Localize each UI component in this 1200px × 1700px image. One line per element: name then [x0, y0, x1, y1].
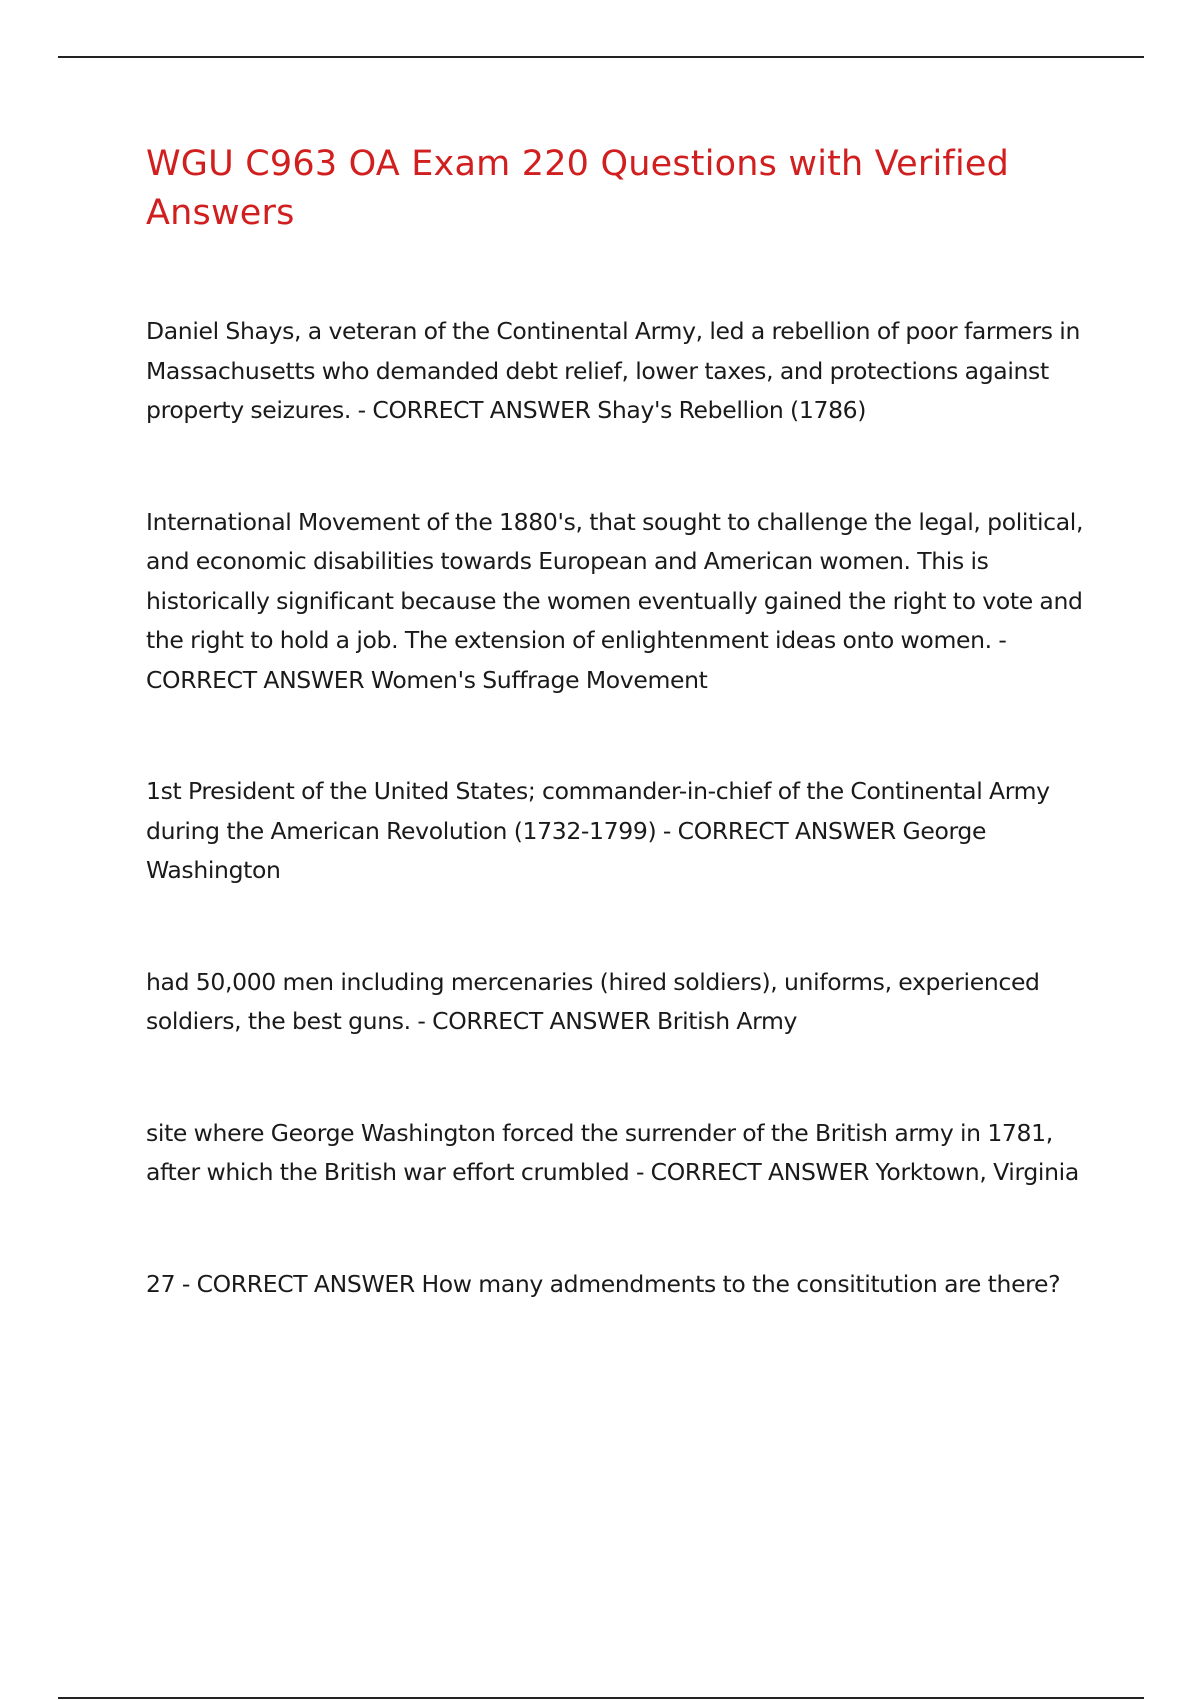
answer-marker: - CORRECT ANSWER	[635, 1158, 869, 1186]
qa-entry	[146, 312, 1106, 431]
entry-prompt: 1st President of the United States; commander-in-chief of the Continental Army during the American Revolution (1732-1799)	[146, 777, 1050, 845]
document-title: WGU C963 OA Exam 220 Questions with Verified Answers	[146, 144, 1010, 233]
entry-prompt: Daniel Shays, a veteran of the Continental Army, led a rebellion of poor farmers in Massachusetts who demanded debt relief, lower taxes, and protections against property seizures.	[146, 317, 1081, 424]
entry-answer: Women's Suffrage Movement	[370, 665, 708, 694]
entry-prompt: had 50,000 men including mercenaries (hired soldiers), uniforms, experienced soldiers, the best guns.	[146, 967, 1040, 1035]
answer-marker: - CORRECT ANSWER	[417, 1007, 651, 1035]
bottom-rule	[58, 1697, 1144, 1699]
qa-entry	[146, 963, 1106, 1042]
entry-answer: How many admendments to the consititution are there?	[421, 1269, 1061, 1298]
entry-answer: British Army	[657, 1007, 798, 1035]
entry-answer: Shay's Rebellion (1786)	[597, 396, 867, 424]
top-rule	[58, 56, 1144, 58]
entry-prompt: site where George Washington forced the surrender of the British army in 1781, after which the British war effort crumbled	[146, 1118, 1053, 1186]
qa-list	[146, 312, 1106, 1376]
entry-prompt: International Movement of the 1880's, that sought to challenge the legal, political, and economic disabilities towards European and American women. This is historically significant because the women eventually gained the right to vote and the right to hold a job. The extension of enlightenment ideas onto women.	[146, 507, 1084, 654]
answer-marker: - CORRECT ANSWER	[181, 1269, 415, 1298]
answer-marker: - CORRECT ANSWER	[357, 396, 591, 424]
qa-entry	[146, 772, 1106, 891]
qa-entry	[146, 1265, 1106, 1305]
qa-entry	[146, 1114, 1106, 1193]
entry-answer: George Washington	[146, 816, 987, 884]
entry-prompt: 27	[146, 1269, 176, 1298]
qa-entry	[146, 503, 1106, 701]
answer-marker: - CORRECT ANSWER	[146, 626, 1007, 694]
answer-marker: - CORRECT ANSWER	[662, 816, 896, 845]
entry-answer: Yorktown, Virginia	[875, 1158, 1079, 1186]
